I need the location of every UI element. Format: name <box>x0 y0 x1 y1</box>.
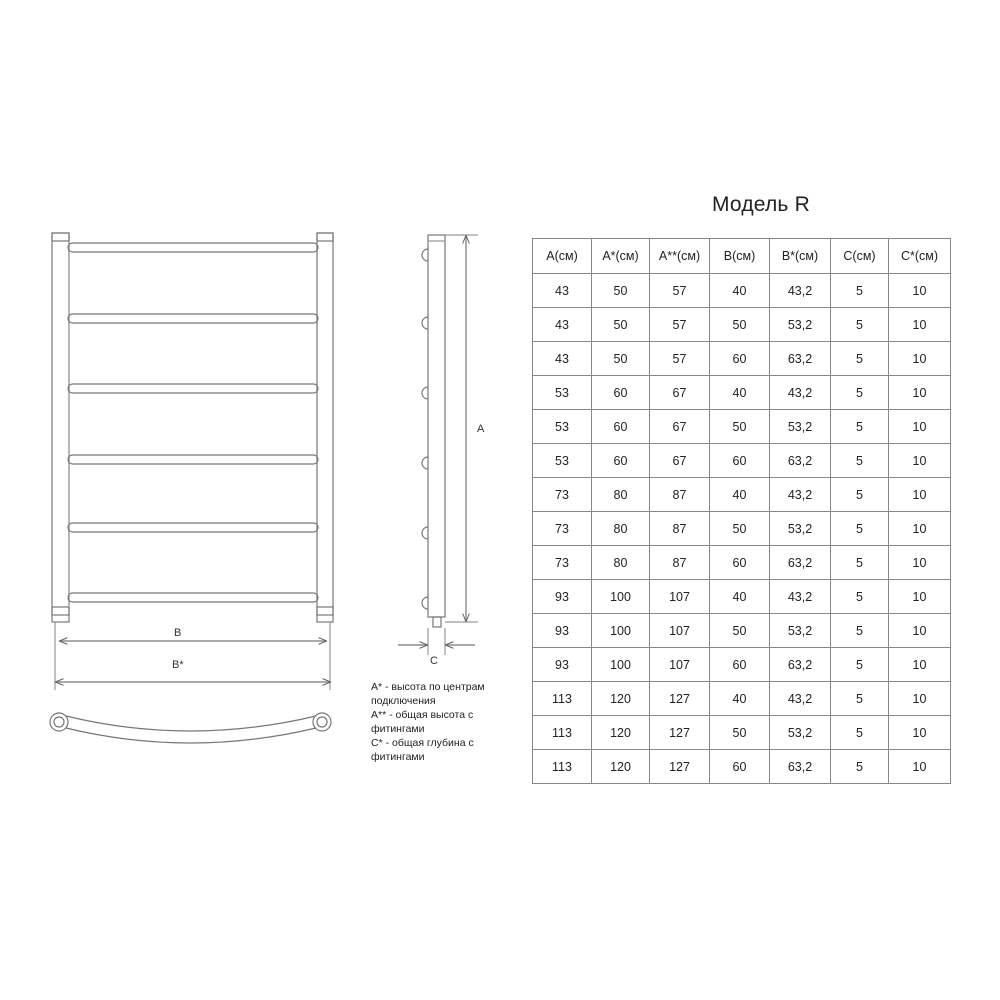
cell-a-double-star: 57 <box>650 342 710 376</box>
table-row <box>533 512 951 546</box>
table-row <box>533 682 951 716</box>
cell-b-star: 63,2 <box>770 750 831 784</box>
cell-b: 40 <box>710 580 770 614</box>
cell-a: 73 <box>533 546 592 580</box>
page-title: Модель R <box>712 193 810 216</box>
header-a-double-star: A**(см) <box>650 239 710 274</box>
cell-a-star: 100 <box>592 648 650 682</box>
cell-b: 50 <box>710 614 770 648</box>
cell-c: 5 <box>831 648 889 682</box>
rung <box>68 523 318 532</box>
cell-a-double-star: 57 <box>650 308 710 342</box>
cell-a-star: 80 <box>592 512 650 546</box>
cell-a-double-star: 87 <box>650 512 710 546</box>
cell-a-double-star: 107 <box>650 614 710 648</box>
cell-a-double-star: 57 <box>650 274 710 308</box>
cell-b: 60 <box>710 750 770 784</box>
cell-c-star: 10 <box>889 750 951 784</box>
table-row <box>533 444 951 478</box>
dimension-label-a: A <box>477 423 485 435</box>
cell-a-star: 50 <box>592 308 650 342</box>
cell-a-double-star: 67 <box>650 410 710 444</box>
cell-a: 53 <box>533 376 592 410</box>
cell-b: 40 <box>710 682 770 716</box>
cell-c-star: 10 <box>889 614 951 648</box>
cell-c-star: 10 <box>889 648 951 682</box>
cell-c: 5 <box>831 308 889 342</box>
side-rung-stub <box>422 527 428 539</box>
left-upright <box>52 233 69 615</box>
cell-c: 5 <box>831 546 889 580</box>
cell-a-star: 120 <box>592 716 650 750</box>
cell-b: 50 <box>710 308 770 342</box>
side-rung-stub <box>422 249 428 261</box>
cell-c-star: 10 <box>889 512 951 546</box>
cell-b-star: 53,2 <box>770 308 831 342</box>
cell-c-star: 10 <box>889 546 951 580</box>
cell-c: 5 <box>831 478 889 512</box>
cell-c-star: 10 <box>889 274 951 308</box>
cell-a: 73 <box>533 478 592 512</box>
cell-c-star: 10 <box>889 444 951 478</box>
cell-a-double-star: 67 <box>650 376 710 410</box>
cell-a: 43 <box>533 308 592 342</box>
cell-c-star: 10 <box>889 376 951 410</box>
cell-a-star: 80 <box>592 546 650 580</box>
cell-a: 53 <box>533 410 592 444</box>
side-rung-stub <box>422 457 428 469</box>
cell-b-star: 43,2 <box>770 478 831 512</box>
cell-c-star: 10 <box>889 682 951 716</box>
cell-b: 60 <box>710 444 770 478</box>
cell-b: 60 <box>710 546 770 580</box>
cell-c: 5 <box>831 750 889 784</box>
header-c: C(см) <box>831 239 889 274</box>
cell-b: 50 <box>710 512 770 546</box>
header-a-star: A*(см) <box>592 239 650 274</box>
cell-b-star: 43,2 <box>770 274 831 308</box>
cell-c-star: 10 <box>889 716 951 750</box>
cell-b-star: 53,2 <box>770 716 831 750</box>
legend-item-a-star: A* - высота по центрам подключения <box>371 681 485 707</box>
rung <box>68 455 318 464</box>
cell-a-double-star: 67 <box>650 444 710 478</box>
cell-a: 73 <box>533 512 592 546</box>
top-view-left-fitting <box>50 713 68 731</box>
side-rung-stub <box>422 597 428 609</box>
cell-a-star: 120 <box>592 682 650 716</box>
cell-a: 113 <box>533 750 592 784</box>
rung <box>68 384 318 393</box>
cell-a: 43 <box>533 274 592 308</box>
cell-c: 5 <box>831 512 889 546</box>
legend-item-a-double-star: A** - общая высота с фитингами <box>371 709 474 735</box>
cell-a: 113 <box>533 682 592 716</box>
cell-a-star: 100 <box>592 580 650 614</box>
cell-a-double-star: 87 <box>650 478 710 512</box>
cell-a: 93 <box>533 648 592 682</box>
header-b-star: B*(см) <box>770 239 831 274</box>
cell-c-star: 10 <box>889 478 951 512</box>
cell-b: 50 <box>710 410 770 444</box>
cell-b: 40 <box>710 376 770 410</box>
table-row <box>533 580 951 614</box>
legend <box>371 680 511 764</box>
cell-a-double-star: 127 <box>650 716 710 750</box>
cell-c: 5 <box>831 580 889 614</box>
top-view <box>50 713 331 743</box>
cell-b: 40 <box>710 478 770 512</box>
cell-a-double-star: 107 <box>650 648 710 682</box>
side-upright <box>428 235 445 617</box>
specification-table <box>532 238 951 784</box>
table-row <box>533 546 951 580</box>
cell-c: 5 <box>831 410 889 444</box>
cell-a-star: 80 <box>592 478 650 512</box>
cell-b: 60 <box>710 648 770 682</box>
header-b: B(см) <box>710 239 770 274</box>
table-row <box>533 410 951 444</box>
table-row <box>533 716 951 750</box>
table-row <box>533 750 951 784</box>
cell-a-star: 50 <box>592 274 650 308</box>
cell-c: 5 <box>831 376 889 410</box>
cell-a-star: 50 <box>592 342 650 376</box>
table-row <box>533 376 951 410</box>
cell-b-star: 43,2 <box>770 580 831 614</box>
cell-c: 5 <box>831 444 889 478</box>
side-rung-stub <box>422 387 428 399</box>
front-view <box>52 233 333 690</box>
legend-item-c-star: C* - общая глубина с фитингами <box>371 737 474 763</box>
cell-b-star: 63,2 <box>770 648 831 682</box>
table-row <box>533 478 951 512</box>
cell-b-star: 63,2 <box>770 342 831 376</box>
cell-a-star: 100 <box>592 614 650 648</box>
top-view-right-fitting <box>313 713 331 731</box>
cell-b-star: 53,2 <box>770 410 831 444</box>
cell-a-double-star: 107 <box>650 580 710 614</box>
cell-c-star: 10 <box>889 342 951 376</box>
header-c-star: C*(см) <box>889 239 951 274</box>
cell-b: 50 <box>710 716 770 750</box>
dimension-label-b-star: B* <box>172 659 184 671</box>
cell-b-star: 63,2 <box>770 546 831 580</box>
table-header-row <box>533 239 951 274</box>
cell-b-star: 53,2 <box>770 512 831 546</box>
dimension-label-b: B <box>174 627 182 639</box>
table-row <box>533 308 951 342</box>
cell-a: 113 <box>533 716 592 750</box>
cell-a-double-star: 127 <box>650 682 710 716</box>
header-a: A(см) <box>533 239 592 274</box>
cell-a-star: 60 <box>592 376 650 410</box>
cell-a-star: 120 <box>592 750 650 784</box>
table-body <box>533 274 951 784</box>
cell-c-star: 10 <box>889 580 951 614</box>
table-row <box>533 648 951 682</box>
cell-c: 5 <box>831 716 889 750</box>
cell-a: 93 <box>533 614 592 648</box>
dimension-label-c: C <box>430 655 438 667</box>
rung <box>68 243 318 252</box>
cell-c-star: 10 <box>889 410 951 444</box>
cell-b-star: 43,2 <box>770 376 831 410</box>
cell-a-double-star: 87 <box>650 546 710 580</box>
left-top-cap <box>52 233 69 241</box>
cell-b-star: 53,2 <box>770 614 831 648</box>
rung <box>68 314 318 323</box>
cell-a-double-star: 127 <box>650 750 710 784</box>
side-rung-stub <box>422 317 428 329</box>
cell-c: 5 <box>831 274 889 308</box>
rung <box>68 593 318 602</box>
right-top-cap <box>317 233 333 241</box>
cell-c: 5 <box>831 614 889 648</box>
cell-a: 43 <box>533 342 592 376</box>
table-row <box>533 274 951 308</box>
cell-a: 53 <box>533 444 592 478</box>
cell-b: 40 <box>710 274 770 308</box>
table-row <box>533 614 951 648</box>
side-view <box>398 235 478 655</box>
right-upright <box>317 233 333 615</box>
cell-c-star: 10 <box>889 308 951 342</box>
cell-b: 60 <box>710 342 770 376</box>
cell-a-star: 60 <box>592 410 650 444</box>
table-row <box>533 342 951 376</box>
cell-b-star: 43,2 <box>770 682 831 716</box>
cell-a-star: 60 <box>592 444 650 478</box>
cell-c: 5 <box>831 342 889 376</box>
cell-c: 5 <box>831 682 889 716</box>
cell-b-star: 63,2 <box>770 444 831 478</box>
cell-a: 93 <box>533 580 592 614</box>
